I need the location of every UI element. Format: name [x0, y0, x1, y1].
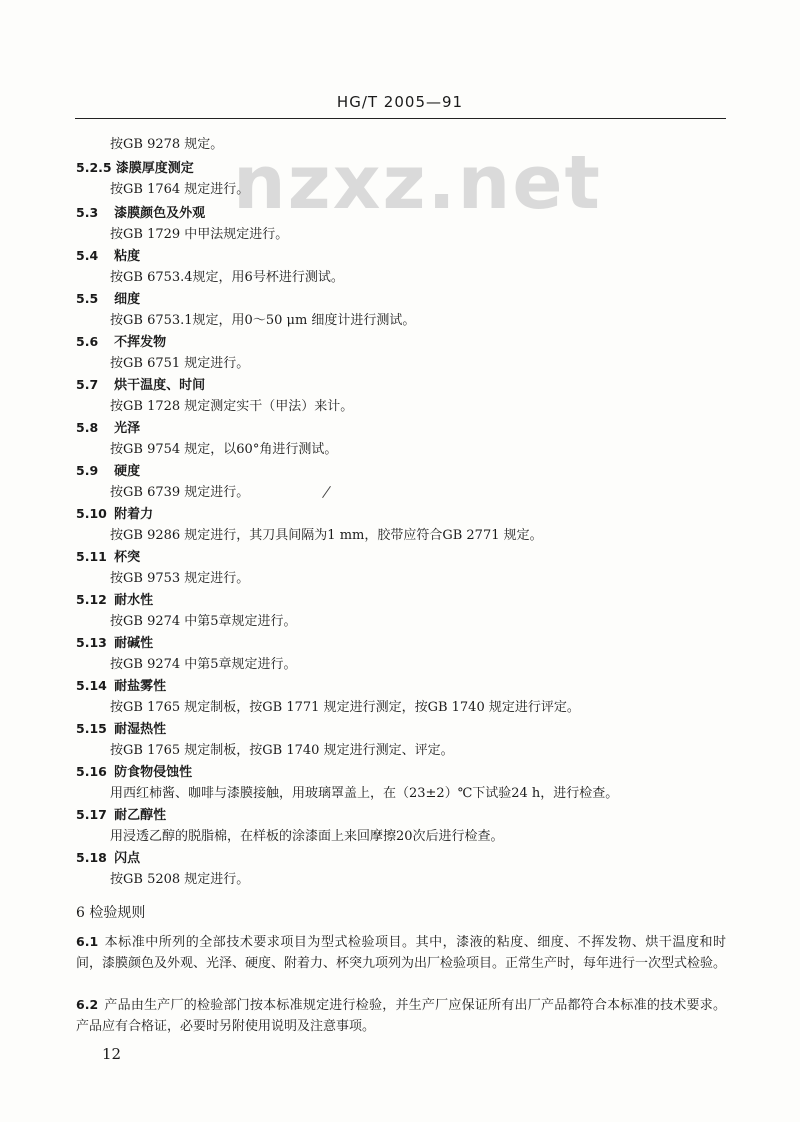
section-title: 耐水性 — [114, 593, 154, 608]
section-body: 按GB 6753.1规定，用0～50 μm 细度计进行测试。 — [110, 313, 416, 328]
section-heading — [76, 848, 140, 869]
paragraph-6-1 — [76, 932, 726, 974]
section-heading — [76, 719, 166, 740]
section-title: 光泽 — [114, 421, 141, 436]
section-body: 用浸透乙醇的脱脂棉，在样板的涂漆面上来回摩擦20次后进行检查。 — [110, 829, 504, 844]
section-body: 按GB 9754 规定，以60°角进行测试。 — [110, 442, 338, 457]
section-body: 按GB 1765 规定制板，按GB 1771 规定进行测定，按GB 1740 规定进行评定。 — [110, 700, 580, 715]
paragraph-number: 6.2 — [76, 997, 99, 1012]
section-number: 5.4 — [76, 248, 99, 263]
section-number: 5.12 — [76, 592, 107, 607]
section-body: 按GB 1729 中甲法规定进行。 — [110, 227, 289, 242]
section-body: 用西红柿酱、咖啡与漆膜接触，用玻璃罩盖上，在（23±2）℃下试验24 h，进行检查。 — [110, 786, 619, 801]
section-body: 按GB 6751 规定进行。 — [110, 356, 250, 371]
section-title: 闪点 — [114, 851, 141, 866]
section-number: 5.11 — [76, 549, 107, 564]
section-title: 耐盐雾性 — [114, 679, 167, 694]
section-heading — [76, 633, 153, 654]
chapter-heading: 6 检验规则 — [76, 905, 146, 921]
section-body: 按GB 9274 中第5章规定进行。 — [110, 614, 297, 629]
section-title: 杯突 — [114, 550, 141, 565]
section-title: 附着力 — [114, 507, 154, 522]
section-number: 5.8 — [76, 420, 99, 435]
section-number: 5.9 — [76, 463, 99, 478]
stray-pen-mark — [322, 486, 331, 498]
section-body: 按GB 1765 规定制板，按GB 1740 规定进行测定、评定。 — [110, 743, 454, 758]
section-number: 5.13 — [76, 635, 107, 650]
page-header-code: HG/T 2005—91 — [336, 93, 464, 111]
section-number: 5.18 — [76, 850, 107, 865]
section-number: 5.10 — [76, 506, 107, 521]
section-body: 按GB 1728 规定测定实干（甲法）来计。 — [110, 399, 354, 414]
section-heading — [76, 289, 140, 310]
section-number: 5.16 — [76, 764, 107, 779]
paragraph-6-2 — [76, 995, 726, 1037]
section-heading — [76, 158, 194, 179]
section-heading — [76, 805, 166, 826]
section-title: 漆膜颜色及外观 — [114, 206, 206, 221]
section-title: 粘度 — [114, 249, 141, 264]
section-heading — [76, 246, 140, 267]
header-rule — [75, 118, 726, 119]
paragraph-text: 产品由生产厂的检验部门按本标准规定进行检验，并生产厂应保证所有出厂产品都符合本标准的技术要求。产品应有合格证，必要时另附使用说明及注意事项。 — [76, 998, 726, 1034]
section-body: 按GB 9274 中第5章规定进行。 — [110, 657, 297, 672]
section-title: 细度 — [114, 292, 141, 307]
watermark: nzxz.net — [233, 140, 602, 226]
section-number: 5.7 — [76, 377, 99, 392]
section-body: 按GB 6739 规定进行。 — [110, 485, 250, 500]
section-number: 5.2.5 — [76, 160, 112, 175]
section-number: 5.15 — [76, 721, 107, 736]
page-number: 12 — [102, 1045, 122, 1063]
section-body: 按GB 9278 规定。 — [110, 137, 224, 152]
section-title: 防食物侵蚀性 — [114, 765, 193, 780]
section-heading — [76, 504, 153, 525]
section-body: 按GB 1764 规定进行。 — [110, 182, 250, 197]
section-body: 按GB 9286 规定进行，其刀具间隔为1 mm，胶带应符合GB 2771 规定。 — [110, 528, 543, 543]
section-heading — [76, 461, 140, 482]
section-heading — [76, 203, 205, 224]
section-number: 5.5 — [76, 291, 99, 306]
section-number: 5.6 — [76, 334, 99, 349]
section-title: 硬度 — [114, 464, 141, 479]
section-heading — [76, 418, 140, 439]
section-heading — [76, 375, 205, 396]
section-heading — [76, 676, 166, 697]
section-number: 5.14 — [76, 678, 107, 693]
section-heading — [76, 590, 153, 611]
section-number: 5.17 — [76, 807, 107, 822]
section-body: 按GB 5208 规定进行。 — [110, 872, 250, 887]
paragraph-text: 本标准中所列的全部技术要求项目为型式检验项目。其中，漆液的粘度、细度、不挥发物、烘干温度和时间，漆膜颜色及外观、光泽、硬度、附着力、杯突九项列为出厂检验项目。正常生产时，每年进行一次型式检验。 — [76, 935, 727, 971]
paragraph-number: 6.1 — [76, 934, 99, 949]
section-title: 烘干温度、时间 — [114, 378, 206, 393]
section-title: 耐乙醇性 — [114, 808, 167, 823]
section-heading — [76, 332, 166, 353]
section-title: 耐碱性 — [114, 636, 154, 651]
section-heading — [76, 762, 192, 783]
section-body: 按GB 9753 规定进行。 — [110, 571, 250, 586]
section-title: 漆膜厚度测定 — [115, 161, 194, 176]
section-title: 不挥发物 — [114, 335, 167, 350]
section-title: 耐湿热性 — [114, 722, 167, 737]
section-body: 按GB 6753.4规定，用6号杯进行测试。 — [110, 270, 344, 285]
section-number: 5.3 — [76, 205, 99, 220]
section-heading — [76, 547, 140, 568]
